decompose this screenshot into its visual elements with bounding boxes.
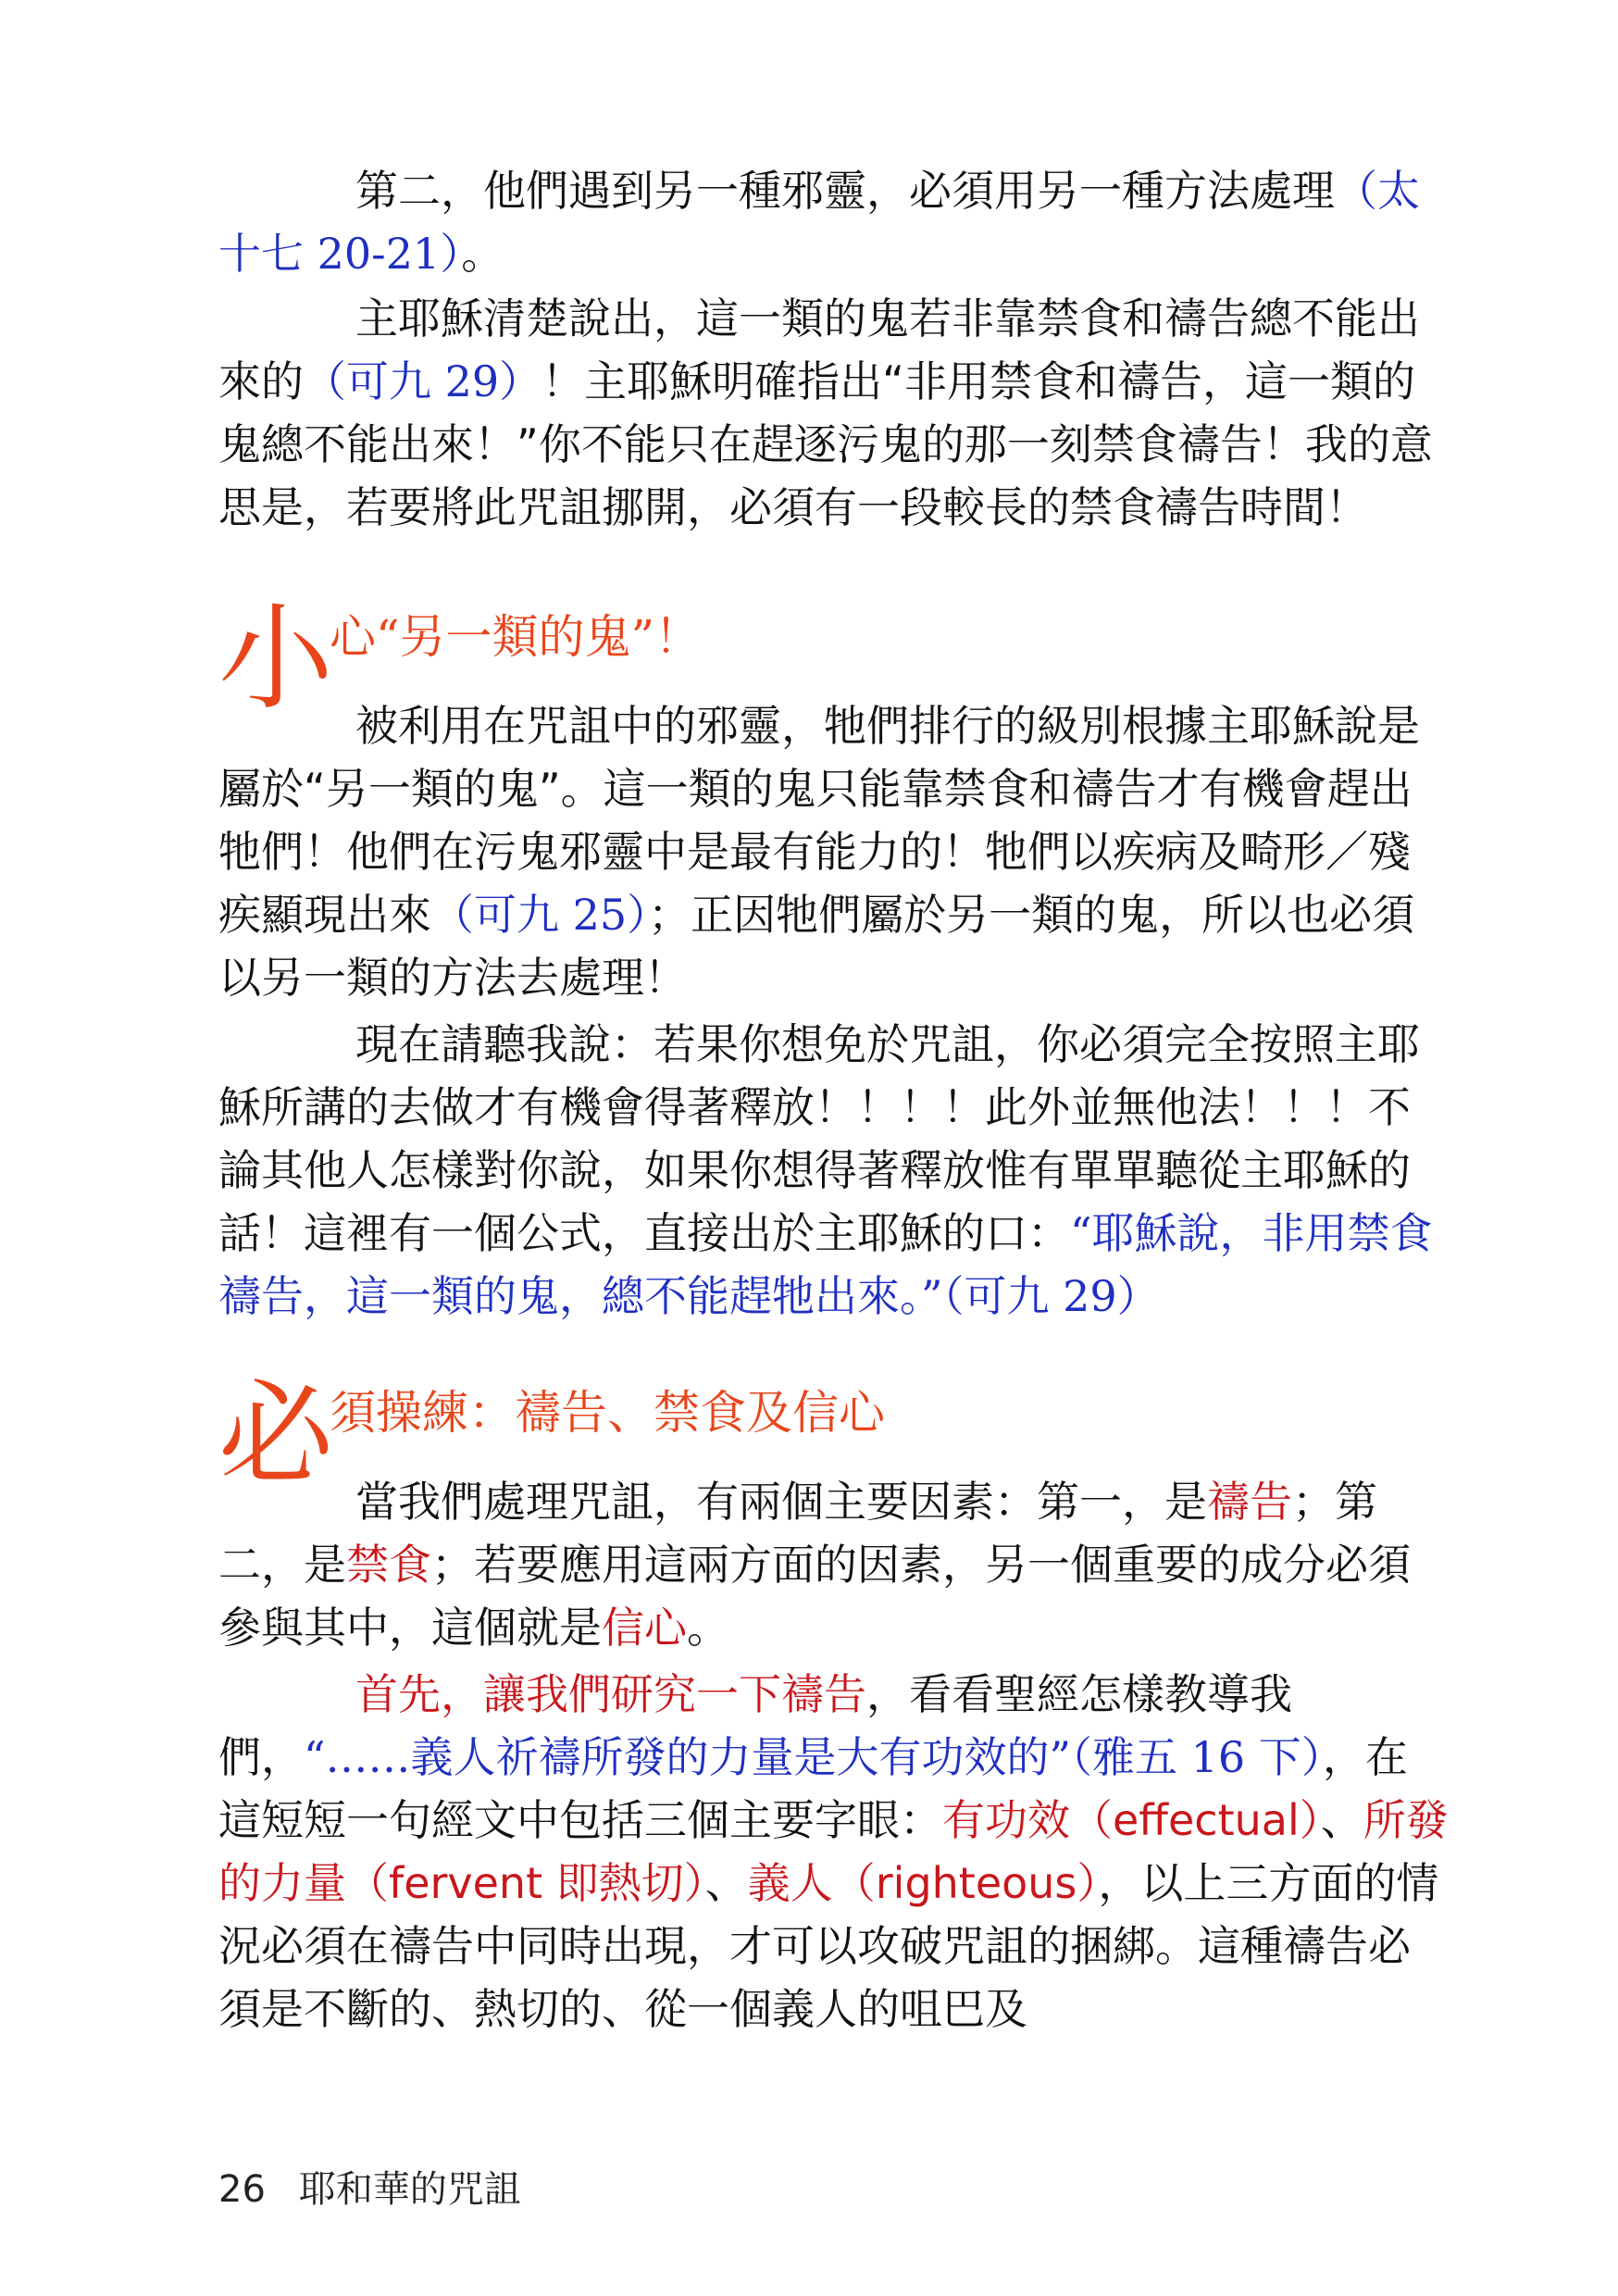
keyword-fasting: 禁食 [346, 1540, 431, 1590]
keyword-fervent: 所發的力量（fervent 即熱切） [218, 1795, 1449, 1908]
scripture-ref: （可九 25） [431, 890, 649, 940]
paragraph-5-text-d: 。 [687, 1603, 729, 1653]
section-heading-text: 心“另一類的鬼”！ [330, 610, 702, 664]
drop-cap: 必 [218, 1368, 334, 1502]
keyword-righteous: 義人（righteous） [747, 1858, 1099, 1908]
book-title: 耶和華的咒詛 [298, 2168, 521, 2211]
paragraph-5-text-a: 當我們處理咒詛，有兩個主要因素：第一，是 [355, 1477, 1207, 1527]
paragraph-3-text-b: ；正因牠們屬於另一類的鬼，所以也必須以另一類的方法去處理！ [218, 890, 1415, 1003]
paragraph-2 [218, 287, 1450, 539]
paragraph-6-text-b: ，在這短短一句經文中包括三個主要字眼： [218, 1732, 1408, 1845]
paragraph-3 [218, 694, 1450, 1009]
paragraph-6-text-a: ，看看聖經怎樣教導我們， [218, 1669, 1292, 1782]
paragraph-5-text-b: ；第二，是 [218, 1477, 1377, 1590]
paragraph-5-text-c: ；若要應用這兩方面的因素，另一個重要的成分必須參與其中，這個就是 [218, 1540, 1411, 1653]
paragraph-4-text: 現在請聽我說：若果你想免於咒詛，你必須完全按照主耶穌所講的去做才有機會得著釋放！！！！此外並無他法！！！不論其他人怎樣對你說，如果你想得著釋放惟有單單聽從主耶穌的話！這裡有一個公式，直接出於主耶穌的口： [218, 1019, 1420, 1258]
scripture-ref: （可九 29） [304, 356, 542, 406]
page-footer [218, 2166, 521, 2213]
paragraph-6-text-d: 、 [704, 1858, 748, 1908]
section-heading-text: 須操練：禱告、禁食及信心 [330, 1386, 885, 1440]
paragraph-1 [218, 159, 1450, 285]
paragraph-6 [218, 1663, 1450, 2040]
page-number: 26 [218, 2168, 266, 2211]
keyword-effectual: 有功效（effectual） [942, 1795, 1321, 1845]
highlight-intro: 首先，讓我們研究一下禱告 [355, 1669, 866, 1719]
scripture-quote: “耶穌說，非用禁食禱告，這一類的鬼，總不能趕牠出來。”（可九 29） [218, 1208, 1433, 1321]
paragraph-1-text: 第二，他們遇到另一種邪靈，必須用另一種方法處理 [355, 166, 1335, 216]
scripture-ref: （太十七 20-21） [218, 166, 1420, 279]
paragraph-2-text-b: ！主耶穌明確指出“非用禁食和禱告，這一類的鬼總不能出來！”你不能只在趕逐污鬼的那一刻禁食禱告！我的意思是，若要將此咒詛挪開，必須有一段較長的禁食禱告時間！ [218, 356, 1433, 532]
paragraph-4 [218, 1013, 1450, 1328]
paragraph-6-text-c: 、 [1320, 1795, 1363, 1845]
paragraph-5 [218, 1470, 1450, 1659]
paragraph-1-end: 。 [461, 229, 504, 279]
paragraph-3-text-a: 被利用在咒詛中的邪靈，牠們排行的級別根據主耶穌說是屬於“另一類的鬼”。這一類的鬼只能靠禁食和禱告才有機會趕出牠們！他們在污鬼邪靈中是最有能力的！牠們以疾病及畸形／殘疾顯現出來 [218, 701, 1420, 940]
keyword-prayer: 禱告 [1207, 1477, 1292, 1527]
drop-cap: 小 [218, 593, 334, 726]
scripture-quote: “……義人祈禱所發的力量是大有功效的”（雅五 16 下） [304, 1732, 1323, 1782]
paragraph-6-text-e: ，以上三方面的情況必須在禱告中同時出現，才可以攻破咒詛的捆綁。這種禱告必須是不斷的、熱切的、從一個義人的咀巴及 [218, 1858, 1439, 2034]
keyword-faith: 信心 [602, 1603, 687, 1653]
paragraph-2-text-a: 主耶穌清楚說出，這一類的鬼若非靠禁食和禱告總不能出來的 [218, 293, 1420, 406]
